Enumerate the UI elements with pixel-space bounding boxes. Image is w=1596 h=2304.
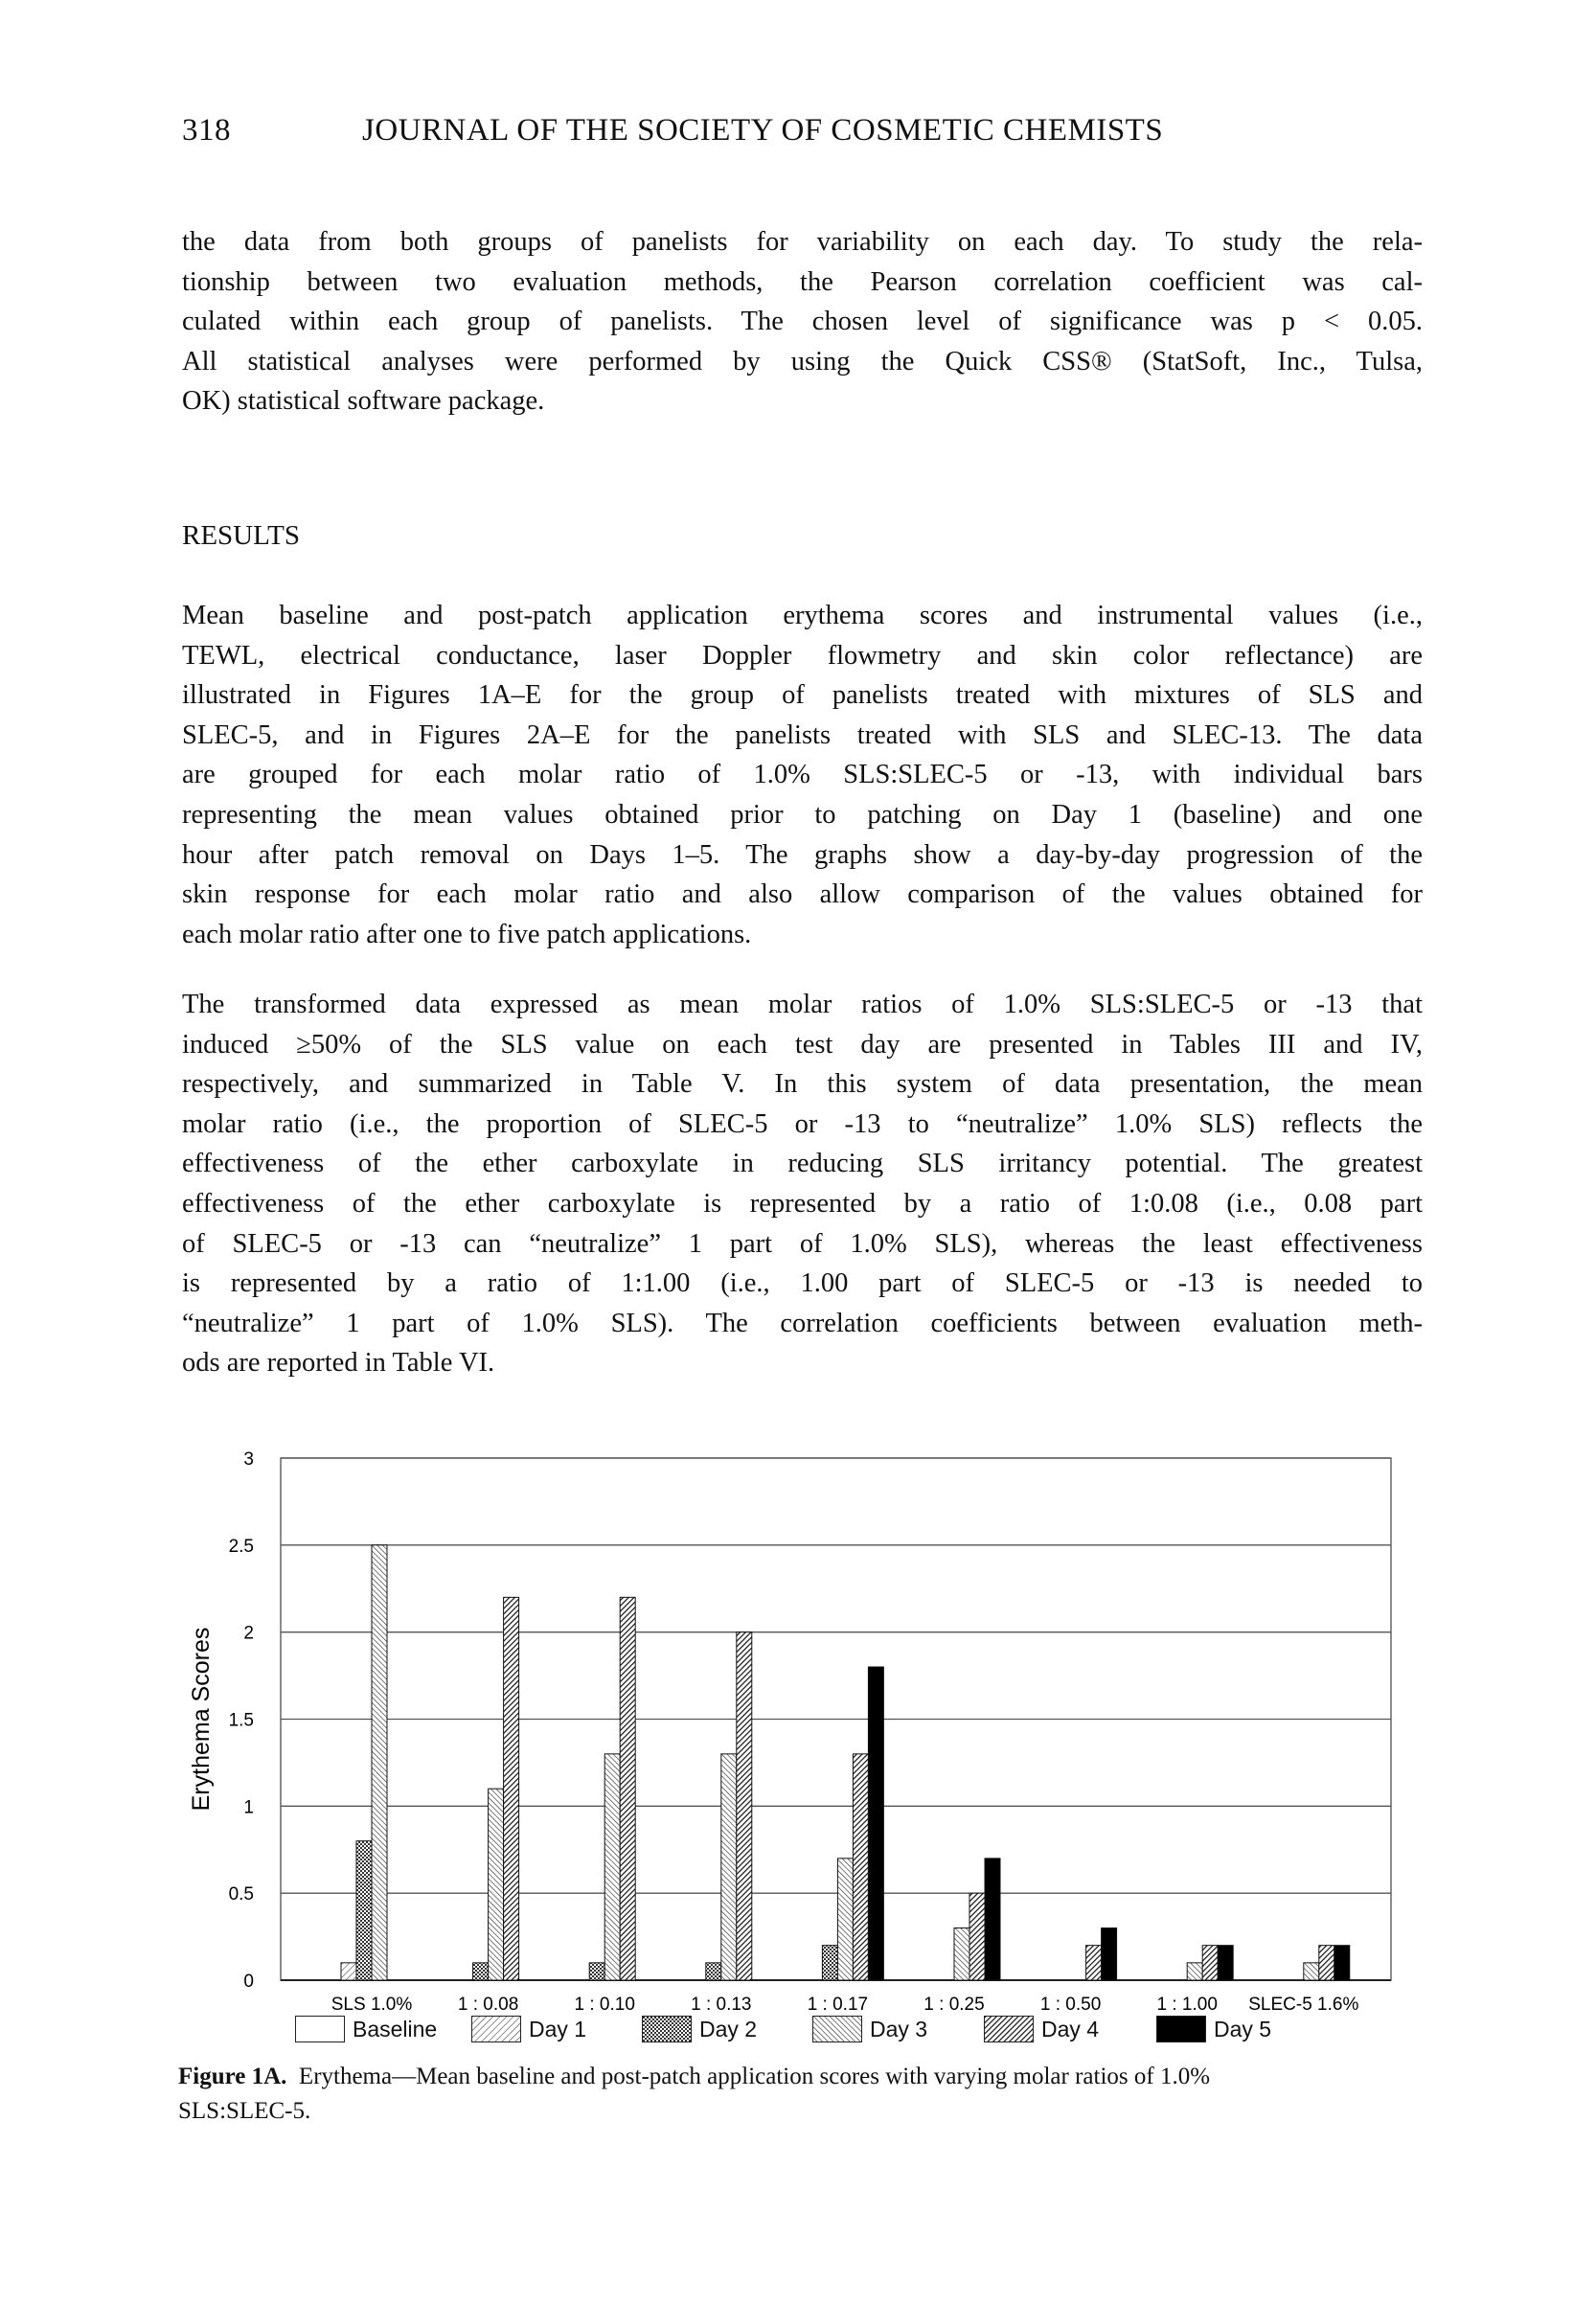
x-tick-label: SLS 1.0%: [331, 1995, 413, 2012]
y-tick-label: 1: [243, 1797, 254, 1818]
bar-day-5: [868, 1667, 883, 1980]
bar-day-3: [1304, 1963, 1319, 1980]
text-line: “neutralize” 1 part of 1.0% SLS). The correlation coefficients between evaluation meth-: [182, 1308, 1423, 1338]
legend-label: Day 5: [1214, 2016, 1272, 2042]
text-line: induced ≥50% of the SLS value on each test day are presented in Tables III and IV,: [182, 1029, 1423, 1060]
bar-day-3: [954, 1928, 969, 1981]
bar-day-2: [589, 1963, 604, 1980]
text-line: is represented by a ratio of 1:1.00 (i.e., 1.00 part of SLEC-5 or -13 is needed to: [182, 1268, 1423, 1299]
y-tick-label: 0.5: [228, 1884, 254, 1905]
bar-day-2: [706, 1963, 721, 1980]
legend-label: Day 1: [529, 2016, 587, 2042]
caption-label: Figure 1A.: [178, 2064, 287, 2089]
figure-caption: [178, 2060, 1424, 2129]
text-line: tionship between two evaluation methods, the Pearson correlation coefficient was cal-: [182, 266, 1423, 297]
bar-day-4: [1086, 1946, 1102, 1980]
legend-swatch: [984, 2016, 1034, 2042]
paragraph-results-1: [182, 596, 1423, 954]
x-tick-label: 1 : 0.10: [574, 1995, 635, 2012]
legend-item: [812, 2016, 927, 2042]
legend-item: [642, 2016, 757, 2042]
text-line: the data from both groups of panelists for variability on each day. To study the rela-: [182, 227, 1423, 257]
text-line: The transformed data expressed as mean molar ratios of 1.0% SLS:SLEC-5 or -13 that: [182, 990, 1423, 1019]
bar-day-4: [737, 1632, 752, 1980]
bar-day-4: [853, 1754, 868, 1980]
legend-swatch: [1156, 2016, 1206, 2042]
y-axis-label: Erythema Scores: [188, 1627, 215, 1812]
bar-day-3: [721, 1754, 737, 1980]
legend-item: [1156, 2016, 1271, 2042]
legend-label: Day 3: [870, 2016, 928, 2042]
text-line: All statistical analyses were performed by using the Quick CSS® (StatSoft, Inc., Tulsa,: [182, 346, 1423, 376]
text-line: TEWL, electrical conductance, laser Doppler flowmetry and skin color reflectance) are: [182, 640, 1423, 671]
text-line: culated within each group of panelists. The chosen level of significance was p < 0.05.: [182, 307, 1423, 337]
text-line: skin response for each molar ratio and also allow comparison of the values obtained for: [182, 879, 1423, 910]
legend-swatch: [812, 2016, 862, 2042]
text-line: each molar ratio after one to five patch applications.: [182, 919, 752, 949]
bar-day-3: [489, 1789, 504, 1980]
bar-day-3: [837, 1859, 853, 1980]
section-heading-results: RESULTS: [182, 520, 301, 551]
legend-label: Day 4: [1041, 2016, 1100, 2042]
text-line: effectiveness of the ether carboxylate in reducing SLS irritancy potential. The greatest: [182, 1149, 1423, 1179]
text-line: ods are reported in Table VI.: [182, 1348, 495, 1379]
text-line: illustrated in Figures 1A–E for the group of panelists treated with mixtures of SLS and: [182, 680, 1423, 711]
bar-day-2: [822, 1946, 837, 1980]
text-line: respectively, and summarized in Table V. In this system of data presentation, the mean: [182, 1069, 1423, 1100]
paragraph-methods-end: [182, 222, 1423, 422]
x-tick-label: 1 : 0.25: [923, 1995, 985, 2012]
legend-swatch: [471, 2016, 521, 2042]
legend-label: Baseline: [353, 2016, 438, 2042]
bar-day-3: [372, 1545, 387, 1980]
y-tick-label: 2.5: [228, 1536, 254, 1557]
bar-day-2: [356, 1841, 372, 1980]
x-tick-label: 1 : 0.50: [1039, 1995, 1102, 2012]
chart-legend: [0, 2016, 1596, 2048]
legend-label: Day 2: [699, 2016, 758, 2042]
bar-day-3: [1187, 1963, 1202, 1980]
text-line: representing the mean values obtained prior to patching on Day 1 (baseline) and one: [182, 799, 1423, 830]
text-line: SLEC-5, and in Figures 2A–E for the panelists treated with SLS and SLEC-13. The data: [182, 719, 1423, 750]
bar-day-5: [1102, 1928, 1117, 1981]
bar-day-5: [1218, 1946, 1233, 1980]
text-line: Mean baseline and post-patch application erythema scores and instrumental values (i.e.,: [182, 601, 1423, 630]
bar-day-3: [604, 1754, 620, 1980]
x-tick-label: 1 : 1.00: [1156, 1995, 1218, 2012]
page-number: 318: [182, 113, 231, 148]
bar-day-4: [1319, 1946, 1334, 1980]
y-tick-label: 2: [243, 1623, 254, 1644]
x-tick-label: SLEC-5 1.6%: [1248, 1995, 1359, 2012]
erythema-bar-chart: [0, 1418, 1596, 2012]
text-line: are grouped for each molar ratio of 1.0% SLS:SLEC-5 or -13, with individual bars: [182, 760, 1423, 790]
bar-day-5: [1334, 1946, 1350, 1980]
caption-text: Erythema—Mean baseline and post-patch application scores with varying molar ratios of 1.0%: [298, 2064, 1211, 2089]
text-line: hour after patch removal on Days 1–5. The graphs show a day-by-day progression of the: [182, 839, 1423, 870]
y-tick-label: 1.5: [228, 1710, 254, 1731]
text-line: of SLEC-5 or -13 can “neutralize” 1 part of 1.0% SLS), whereas the least effectiveness: [182, 1228, 1423, 1259]
bar-day-4: [620, 1597, 635, 1980]
bar-day-1: [341, 1963, 356, 1980]
journal-title: JOURNAL OF THE SOCIETY OF COSMETIC CHEMISTS: [362, 113, 1164, 148]
x-tick-label: 1 : 0.13: [691, 1995, 752, 2012]
bar-day-2: [473, 1963, 489, 1980]
bar-day-4: [1202, 1946, 1218, 1980]
bar-day-5: [985, 1859, 1000, 1980]
legend-item: [471, 2016, 586, 2042]
legend-item: [295, 2016, 437, 2042]
text-line: effectiveness of the ether carboxylate is represented by a ratio of 1:0.08 (i.e., 0.08 part: [182, 1188, 1423, 1219]
legend-swatch: [642, 2016, 692, 2042]
text-line: molar ratio (i.e., the proportion of SLEC-5 or -13 to “neutralize” 1.0% SLS) reflects the: [182, 1108, 1423, 1139]
paragraph-results-2: [182, 985, 1423, 1383]
legend-item: [984, 2016, 1099, 2042]
text-line: OK) statistical software package.: [182, 386, 545, 417]
legend-swatch: [295, 2016, 345, 2042]
x-tick-label: 1 : 0.08: [457, 1995, 519, 2012]
y-tick-label: 3: [243, 1449, 254, 1470]
x-tick-label: 1 : 0.17: [807, 1995, 869, 2012]
caption-text-line2: SLS:SLEC-5.: [178, 2098, 311, 2124]
bar-day-4: [969, 1893, 985, 1980]
y-tick-label: 0: [243, 1972, 254, 1992]
bar-day-4: [504, 1597, 519, 1980]
